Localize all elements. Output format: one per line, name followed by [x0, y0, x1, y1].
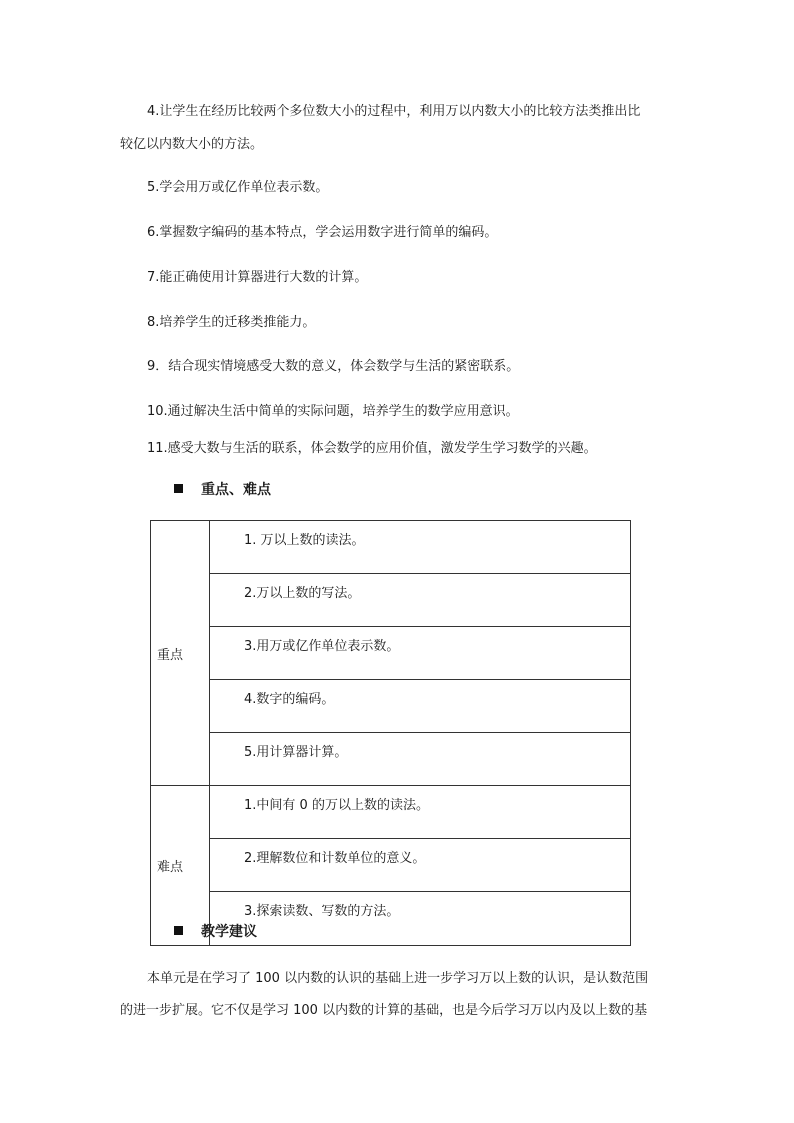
table-row	[151, 574, 631, 627]
table-cell: 5.用计算器计算。	[210, 733, 631, 786]
table-cell: 3.用万或亿作单位表示数。	[210, 627, 631, 680]
section-title: 教学建议	[201, 924, 257, 940]
table-row	[151, 627, 631, 680]
objective-line: 8.培养学生的迁移类推能力。	[147, 315, 316, 330]
section-title: 重点、难点	[201, 482, 271, 498]
table-cell: 2.理解数位和计数单位的意义。	[210, 839, 631, 892]
square-bullet-icon	[174, 926, 183, 935]
table-row	[151, 733, 631, 786]
objective-line: 4.让学生在经历比较两个多位数大小的过程中，利用万以内数大小的比较方法类推出比	[147, 104, 641, 119]
difficult-label-cell: 难点	[151, 786, 210, 946]
objective-line: 9．结合现实情境感受大数的意义，体会数学与生活的紧密联系。	[147, 359, 520, 374]
paragraph-line: 的进一步扩展。它不仅是学习 100 以内数的计算的基础，也是今后学习万以内及以上数的基	[120, 1003, 648, 1018]
objective-line: 6.掌握数字编码的基本特点，学会运用数字进行简单的编码。	[147, 225, 498, 240]
table-cell: 2.万以上数的写法。	[210, 574, 631, 627]
table-row	[151, 680, 631, 733]
objective-line: 11.感受大数与生活的联系，体会数学的应用价值，激发学生学习数学的兴趣。	[147, 441, 597, 456]
key-points-table	[150, 520, 631, 946]
table-row	[151, 839, 631, 892]
objective-line: 较亿以内数大小的方法。	[120, 137, 264, 152]
table-cell: 3.探索读数、写数的方法。	[210, 892, 631, 946]
paragraph-line: 本单元是在学习了 100 以内数的认识的基础上进一步学习万以上数的认识，是认数范围	[147, 971, 649, 986]
key-label-cell: 重点	[151, 521, 210, 786]
table-cell: 1.中间有 0 的万以上数的读法。	[210, 786, 631, 839]
objective-line: 5.学会用万或亿作单位表示数。	[147, 180, 329, 195]
table-cell: 4.数字的编码。	[210, 680, 631, 733]
square-bullet-icon	[174, 484, 183, 493]
table-cell: 1. 万以上数的读法。	[210, 521, 631, 574]
objective-line: 10.通过解决生活中简单的实际问题，培养学生的数学应用意识。	[147, 404, 519, 419]
table-row	[151, 521, 631, 574]
section-heading-key-points	[174, 481, 271, 499]
objective-line: 7.能正确使用计算器进行大数的计算。	[147, 270, 368, 285]
section-heading-suggestions	[174, 923, 257, 941]
table-row	[151, 786, 631, 839]
